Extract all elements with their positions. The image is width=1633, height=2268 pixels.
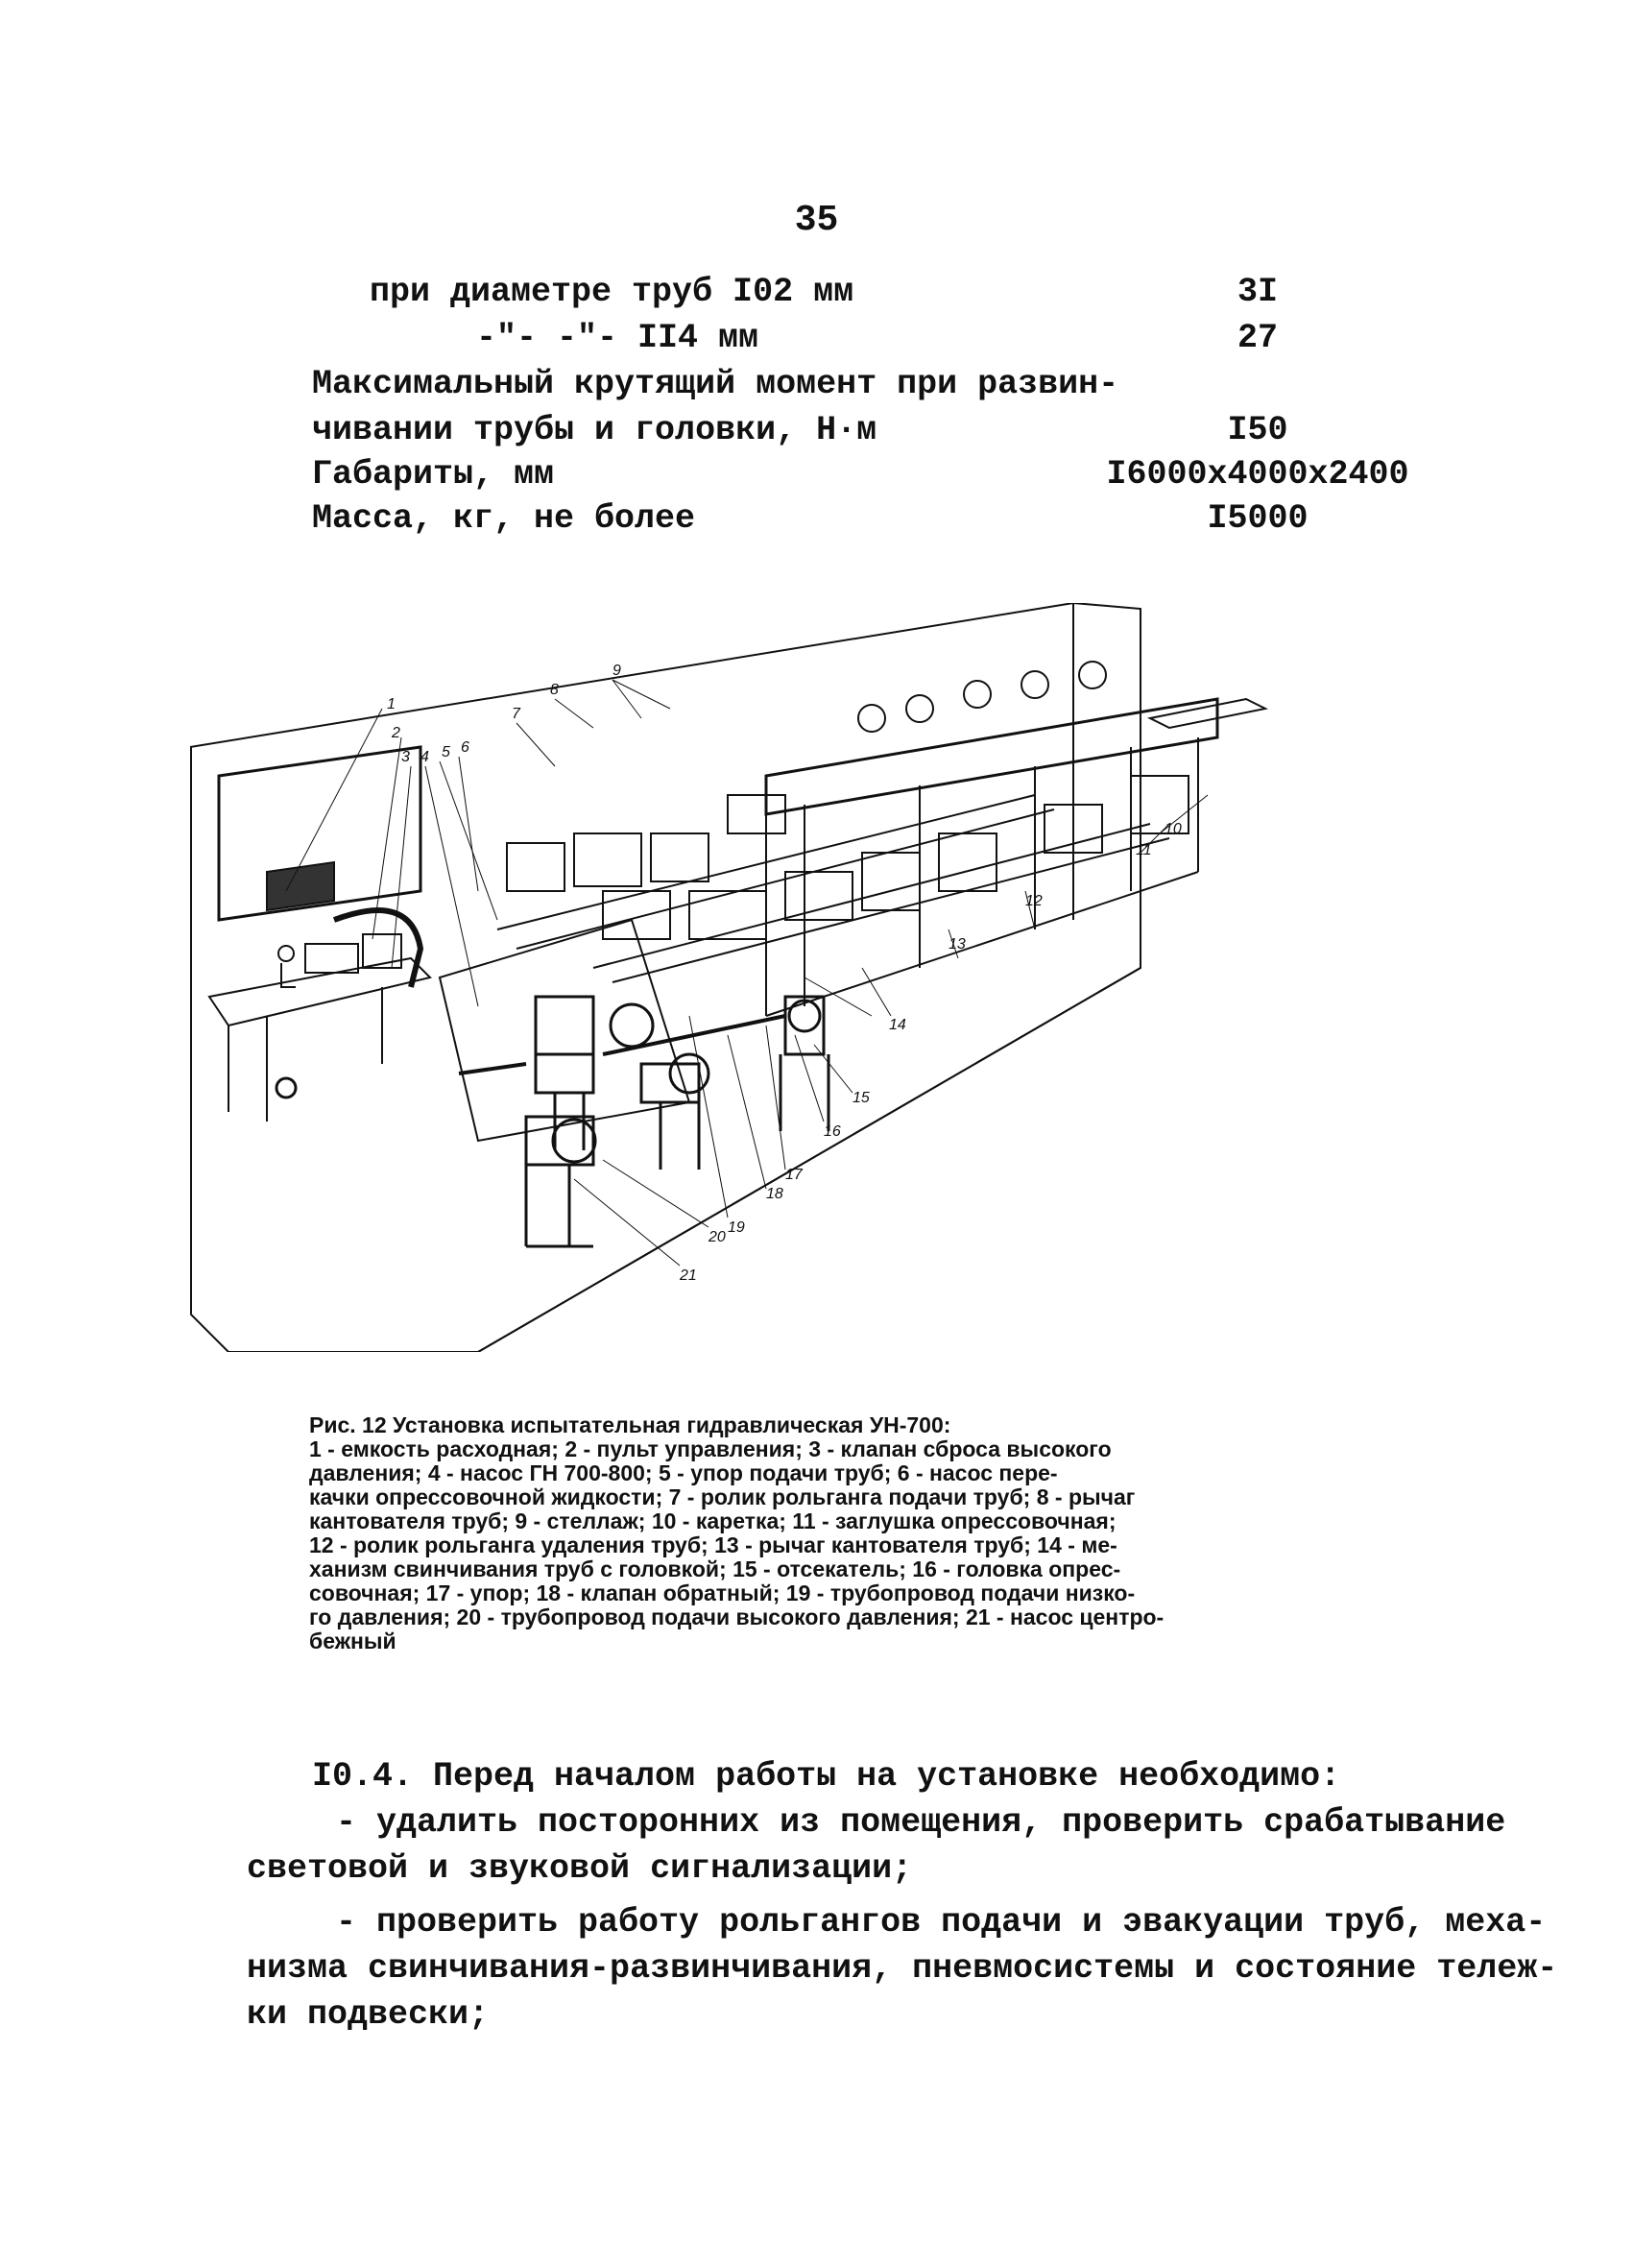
spec-label: Масса, кг, не более <box>312 499 696 538</box>
body-line: световой и звуковой сигнализации; <box>247 1849 913 1888</box>
callout-label: 6 <box>461 739 469 756</box>
callout-label: 18 <box>766 1186 783 1202</box>
caption-title: Рис. 12 Установка испытательная гидравлическая УН-700: <box>309 1412 951 1437</box>
spec-value: I5000 <box>1207 499 1309 538</box>
caption-line: ханизм свинчивания труб с головкой; 15 - отсекатель; 16 - головка опрес- <box>309 1556 1121 1581</box>
callout-label: 20 <box>708 1229 726 1245</box>
callout-label: 13 <box>949 936 966 953</box>
caption-line: 1 - емкость расходная; 2 - пульт управления; 3 - клапан сброса высокого <box>309 1436 1112 1461</box>
section-heading: I0.4. Перед началом работы на установке необходимо: <box>312 1757 1341 1796</box>
body-line: низма свинчивания-развинчивания, пневмосистемы и состояние тележ- <box>247 1949 1558 1988</box>
callout-label: 15 <box>853 1090 870 1106</box>
spec-label: Габариты, мм <box>312 455 555 494</box>
body-line: - проверить работу рольгангов подачи и эвакуации труб, меха- <box>336 1903 1547 1942</box>
spec-label: -"- -"- II4 мм <box>476 319 759 357</box>
caption-line: 12 - ролик рольганга удаления труб; 13 - рычаг кантователя труб; 14 - ме- <box>309 1532 1117 1557</box>
callout-label: 4 <box>420 749 429 765</box>
caption-line: качки опрессовочной жидкости; 7 - ролик рольганга подачи труб; 8 - рычаг <box>309 1484 1136 1509</box>
callout-label: 11 <box>1136 842 1152 858</box>
spec-row <box>0 499 1633 543</box>
spec-label: чивании трубы и головки, Н·м <box>312 411 877 449</box>
body-line: ки подвески; <box>247 1995 490 2034</box>
caption-line: давления; 4 - насос ГН 700-800; 5 - упор подачи труб; 6 - насос пере- <box>309 1460 1058 1485</box>
spec-value: 27 <box>1237 319 1278 357</box>
spec-value: 3I <box>1237 273 1278 311</box>
callout-label: 1 <box>387 696 396 712</box>
callout-label: 3 <box>401 749 410 765</box>
callout-label: 12 <box>1025 893 1043 909</box>
callout-label: 17 <box>785 1167 803 1183</box>
figure-caption <box>309 1413 1356 1653</box>
spec-row <box>0 411 1633 455</box>
page-number: 35 <box>794 200 839 241</box>
callout-label: 21 <box>680 1267 697 1284</box>
caption-line: совочная; 17 - упор; 18 - клапан обратный; 19 - трубопровод подачи низко- <box>309 1580 1136 1605</box>
caption-line: кантователя труб; 9 - стеллаж; 10 - каретка; 11 - заглушка опрессовочная; <box>309 1508 1117 1533</box>
callout-label: 5 <box>442 744 450 760</box>
callout-label: 19 <box>728 1219 745 1236</box>
callout-label: 14 <box>889 1017 906 1033</box>
spec-row <box>0 319 1633 363</box>
installation-drawing <box>190 603 1419 1352</box>
spec-label: Максимальный крутящий момент при развин- <box>312 365 1119 403</box>
spec-row <box>0 455 1633 499</box>
caption-line: го давления; 20 - трубопровод подачи высокого давления; 21 - насос центро- <box>309 1604 1165 1629</box>
spec-label: при диаметре труб I02 мм <box>370 273 854 311</box>
caption-line: бежный <box>309 1629 396 1653</box>
spec-value: I6000x4000x2400 <box>1106 455 1409 494</box>
spec-row <box>0 273 1633 317</box>
spec-value: I50 <box>1227 411 1288 449</box>
body-line: - удалить посторонних из помещения, проверить срабатывание <box>336 1803 1506 1842</box>
callout-label: 8 <box>550 682 559 698</box>
callout-label: 9 <box>612 663 621 679</box>
callout-label: 7 <box>512 706 520 722</box>
callout-label: 2 <box>392 725 400 741</box>
callout-label: 10 <box>1165 821 1182 837</box>
callout-label: 16 <box>824 1123 841 1140</box>
spec-row <box>0 365 1633 409</box>
